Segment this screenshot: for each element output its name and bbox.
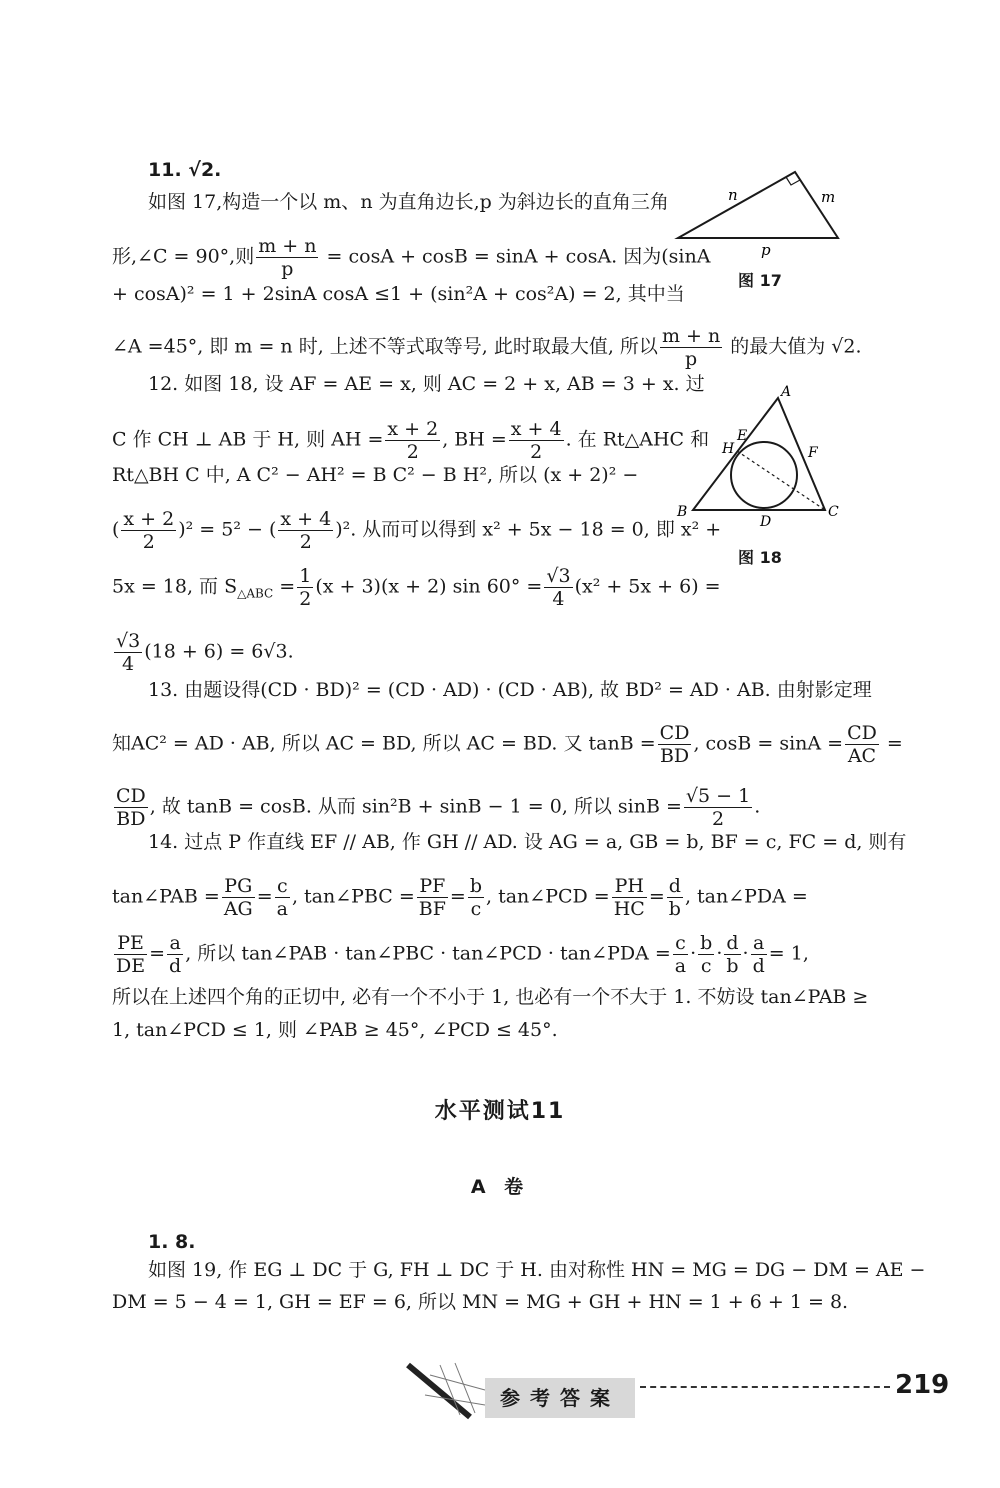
q13-line1: 13. 由题设得(CD · BD)² = (CD · AD) · (CD · AB), 故 BD² = AD · AB. 由射影定理 bbox=[148, 679, 872, 701]
footer-divider bbox=[640, 1386, 890, 1388]
label-E: E bbox=[737, 428, 748, 444]
q12-line3: Rt△BH C 中, A C² − AH² = B C² − B H², 所以 (x + 2)² − bbox=[112, 464, 639, 486]
q14-line1: 14. 过点 P 作直线 EF // AB, 作 GH // AD. 设 AG = a, GB = b, BF = c, FC = d, 则有 bbox=[148, 831, 907, 853]
label-C: C bbox=[828, 504, 839, 520]
q11-head: 11. √2. bbox=[148, 159, 222, 181]
label-F: F bbox=[808, 445, 818, 461]
q11-line3: + cosA)² = 1 + 2sinA cosA ≤1 + (sin²A + cos²A) = 2, 其中当 bbox=[112, 283, 685, 305]
figure-17-triangle bbox=[670, 160, 850, 260]
q14-line4: 所以在上述四个角的正切中, 必有一个不小于 1, 也必有一个不大于 1. 不妨设 tan∠PAB ≥ bbox=[112, 986, 869, 1008]
fraction: $\frac{m + n}{p}$ bbox=[258, 235, 317, 280]
section-title: 水平测试11 bbox=[434, 1099, 566, 1124]
label-B: B bbox=[677, 504, 688, 520]
a1-head: 1. 8. bbox=[148, 1231, 196, 1253]
footer-label: 参考答案 bbox=[485, 1378, 635, 1418]
label-H: H bbox=[722, 441, 735, 457]
section-subtitle: A 卷 bbox=[470, 1176, 530, 1198]
figure-18-caption: 图 18 bbox=[738, 548, 782, 567]
q12-line1: 12. 如图 18, 设 AF = AE = x, 则 AC = 2 + x, AB = 3 + x. 过 bbox=[148, 373, 705, 395]
q11-line2: 形,∠C = 90°,则 $\frac{m + n}{p}$ = cosA + cosB = sinA + cosA. 因为(sinA bbox=[112, 235, 711, 280]
figure-18-triangle bbox=[675, 380, 845, 530]
q11-line1: 如图 17,构造一个以 m、n 为直角边长,p 为斜边长的直角三角 bbox=[148, 191, 669, 213]
label-n: n bbox=[728, 186, 738, 204]
a1-line1: 如图 19, 作 EG ⊥ DC 于 G, FH ⊥ DC 于 H. 由对称性 HN = MG = DG − DM = AE − bbox=[148, 1259, 926, 1281]
figure-17-caption: 图 17 bbox=[738, 271, 782, 290]
a1-line2: DM = 5 − 4 = 1, GH = EF = 6, 所以 MN = MG + GH + HN = 1 + 6 + 1 = 8. bbox=[112, 1291, 849, 1313]
q14-line3: $\frac{PE}{DE}$ = $\frac{a}{d}$ , 所以 tan∠PAB · tan∠PBC · tan∠PCD · tan∠PDA = $\frac{c}{a}$ · $\frac{b}{c}$ · $\frac{d}{b}$ · $\frac{a}{d}$ = 1, bbox=[116, 932, 809, 977]
q12-line4: ( $\frac{x + 2}{2}$ )² = 5² − ( $\frac{x + 4}{2}$ )². 从而可以得到 x² + 5x − 18 = 0, 即 x² + bbox=[112, 508, 722, 553]
fraction: $\frac{m + n}{p}$ bbox=[661, 325, 721, 370]
page-number: 219 bbox=[895, 1370, 950, 1400]
label-D: D bbox=[760, 514, 772, 530]
q11-line4: ∠A =45°, 即 m = n 时, 上述不等式取等号, 此时取最大值, 所以 $\frac{m + n}{p}$ 的最大值为 √2. bbox=[112, 325, 862, 370]
q13-line3: $\frac{CD}{BD}$ , 故 tanB = cosB. 从而 sin²B + sinB − 1 = 0, 所以 sinB = $\frac{√5 - 1}{2}$ . bbox=[116, 785, 761, 830]
label-p: p bbox=[761, 241, 771, 259]
q14-line5: 1, tan∠PCD ≤ 1, 则 ∠PAB ≥ 45°, ∠PCD ≤ 45°. bbox=[112, 1019, 558, 1041]
q12-line5: 5x = 18, 而 $S_{\triangle ABC}$ = $\frac{1}{2}$ (x + 3)(x + 2) sin 60° = $\frac{√3}{4}$ (x² + 5x + 6) = bbox=[112, 565, 721, 610]
q12-line6: $\frac{√3}{4}$ (18 + 6) = 6√3. bbox=[116, 630, 294, 675]
label-A: A bbox=[781, 384, 792, 400]
q14-line2: tan∠PAB = $\frac{PG}{AG}$ = $\frac{c}{a}$ , tan∠PBC = $\frac{PF}{BF}$ = $\frac{b}{c}$ , tan∠PCD = $\frac{PH}{HC}$ = $\frac{d}{b}$ , tan∠PDA = bbox=[112, 875, 808, 920]
q13-line2: 知AC² = AD · AB, 所以 AC = BD, 所以 AC = BD. 又 tanB = $\frac{CD}{BD}$ , cosB = sinA = $\frac{CD}{AC}$ = bbox=[112, 722, 903, 767]
pencil-ruler-icon bbox=[400, 1355, 490, 1425]
label-m: m bbox=[821, 188, 836, 206]
q12-line2: C 作 CH ⊥ AB 于 H, 则 AH = $\frac{x + 2}{2}$ , BH = $\frac{x + 4}{2}$ . 在 Rt△AHC 和 bbox=[112, 418, 710, 463]
